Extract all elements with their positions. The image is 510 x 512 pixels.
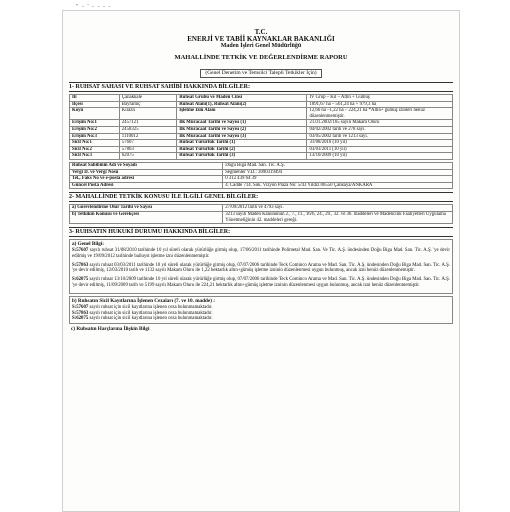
field-value: 13/10/2009 (10 yıl) bbox=[307, 153, 453, 160]
penalty-text: sayılı ruhsat için sicil kayıtlarına işlenen ceza bulunmamaktadır. bbox=[88, 310, 213, 316]
paragraph-text: sayılı ruhsat 03/03/2011 tarihinde 10 yıl süreli olarak yürürlüğe girmiş olup, 07/07/2006 tarihinde Teck Cominco Arama ve Mad. San. Tic. A.Ş. ündesinden Doğu Biga Mad. San. Tic. A.Ş. 'ye devir edilmiş, 12/03/2010 tarih ve 1132 sayılı Makam Oluru ile 1,22 hektarlık altın+gümüş işletme izninin düzenlenmesi uygun bulunmuş, ancak izni henüz düzenlenmemiştir. bbox=[72, 262, 450, 274]
field-label: İlk Müracaat Tarihi ve Sayısı (3) bbox=[177, 133, 307, 140]
report-title bbox=[63, 54, 459, 79]
field-value: 04/02/2002 tarih ve 278 sayı. bbox=[307, 126, 453, 133]
field-value: 03/05/2002 tarih ve 1213 sayı. bbox=[307, 133, 453, 140]
field-value: Çanakkale bbox=[119, 95, 176, 102]
license-paragraph bbox=[72, 277, 450, 289]
field-value: 03/03/2011 (10 yıl) bbox=[307, 146, 453, 153]
section-3-heading: 3- RUHSATIN HUKUKİ DURUMU HAKKINDA BİLGİLER: bbox=[69, 227, 453, 237]
table-row bbox=[70, 153, 453, 160]
table-row bbox=[70, 146, 453, 153]
field-value: 1110012 bbox=[119, 133, 176, 140]
section-1-heading: 1- RUHSAT SAHASI VE RUHSAT SAHİBİ HAKKINDA BİLGİLER: bbox=[69, 82, 453, 92]
penalties-box bbox=[69, 296, 453, 324]
header-line-1: T.C. bbox=[254, 28, 268, 36]
field-label: İşletme İzin Alanı bbox=[177, 108, 307, 120]
report-title-main: MAHALLİNDE TETKİK VE DEĞERLENDİRME RAPORU bbox=[174, 54, 348, 61]
field-value: 2457121 bbox=[119, 120, 176, 127]
table-row bbox=[70, 211, 453, 223]
license-info-table bbox=[69, 94, 453, 160]
table-row bbox=[70, 169, 453, 176]
table-row bbox=[70, 126, 453, 133]
field-value: Kirazlı bbox=[119, 108, 176, 120]
license-paragraph bbox=[72, 248, 450, 260]
field-label: İlçesi bbox=[70, 101, 120, 108]
field-label: a) Görevlendirme Olur Tarihi ve Sayısı bbox=[70, 205, 223, 212]
license-number: S:57607 bbox=[72, 304, 89, 310]
field-label: Sicil No:1 bbox=[70, 140, 120, 147]
document-page bbox=[62, 10, 460, 512]
field-label: Ruhsat Yürürlük Tarihi (2) bbox=[177, 146, 307, 153]
field-label: Ruhsat Grubu ve Maden Cinsi bbox=[177, 95, 307, 102]
table-row bbox=[70, 101, 453, 108]
field-label: İlk Müracaat Tarihi ve Sayısı (1) bbox=[177, 120, 307, 127]
paragraph-text: sayılı ruhsat 13/10/2009 tarihinde 10 yıl süreli olarak yürürlüğe girmiş olup, 07/07/2006 tarihinde Teck Cominco Arama ve Mad. San. Tic. A.Ş. ündesinden Doğu Biga Mad. San. Tic. A.Ş. 'ye devir edilmiş, 11/09/2009 tarih ve 5199 sayılı Makam Oluru ile 224,21 hektarlık altın+gümüş işletme izninin düzenlenmesi uygun bulunmuş, ancak izni henüz düzenlenmemiştir. bbox=[72, 277, 450, 289]
header-line-2: ENERJİ VE TABİİ KAYNAKLAR BAKANLIĞI bbox=[187, 35, 335, 43]
field-label: b) Tetkikin Konusu ve Gerekçesi bbox=[70, 211, 223, 223]
corner-mark: " - ' - - - - bbox=[76, 4, 112, 10]
field-value: 57863 bbox=[119, 146, 176, 153]
field-label: Sicil No:2 bbox=[70, 146, 120, 153]
field-value: 0 312 439 64 39 bbox=[223, 176, 453, 183]
field-label: Erişim No:1 bbox=[70, 120, 120, 127]
field-label: Ruhsat Alanı(1), Ruhsat Alanı(2) bbox=[177, 101, 307, 108]
field-value: 4. Cadde 714. Sok. Vizyon Plaza No: 5/43 Yıldız 06550 Çankaya/ANKARA bbox=[223, 182, 453, 189]
table-row bbox=[70, 95, 453, 102]
field-value: 27/09/2012 tarih ve 4793 sayı. bbox=[223, 205, 453, 212]
field-label: Ruhsat Sahibinin Adı ve Soyadı bbox=[70, 162, 223, 169]
field-label: İlk Müracaat Tarihi ve Sayısı (2) bbox=[177, 126, 307, 133]
field-value: 31/08/2010 (10 yıl) bbox=[307, 140, 453, 147]
table-row bbox=[70, 205, 453, 212]
report-title-sub: (Genel Denetim ve Temsilci Talepli Tetkikler İçin) bbox=[200, 69, 321, 78]
table-row bbox=[70, 182, 453, 189]
penalties-title: b) Ruhsatın Sicil Kayıtlarına İşlenen Cezaları (7. ve 10. madde) : bbox=[72, 297, 215, 304]
penalty-text: sayılı ruhsat için sicil kayıtlarına işlenen ceza bulunmamaktadır. bbox=[88, 304, 213, 310]
table-row bbox=[70, 133, 453, 140]
field-label: Tel., Faks No ve e-posta adresi bbox=[70, 176, 223, 183]
penalty-line bbox=[72, 316, 450, 322]
document-header bbox=[63, 29, 459, 50]
field-value: 57607 bbox=[119, 140, 176, 147]
field-value: 1891,67 ha – 561,24 ha + 979,3 ha bbox=[307, 101, 453, 108]
license-number: S:57607 bbox=[72, 248, 89, 254]
field-label: Güncel Posta Adresi bbox=[70, 182, 223, 189]
owner-info-table bbox=[69, 162, 453, 189]
table-row bbox=[70, 108, 453, 120]
field-value: 3213 sayılı Maden Kanununun 2., 7., 11., 16/6, 24., 29., 32. ve 36. maddeleri ve Madencilik Faaliyetleri Uygulama Yönetmeliğinin 42. maddeleri gereği. bbox=[223, 211, 453, 223]
license-number: S:62075 bbox=[72, 277, 89, 283]
field-value: IV Grup – Kil – Altın + Gümüş bbox=[307, 95, 453, 102]
field-label: İli bbox=[70, 95, 120, 102]
header-line-3: Maden İşleri Genel Müdürlüğü bbox=[220, 43, 302, 49]
field-label: Vergi D. ve Vergi Nosu bbox=[70, 169, 223, 176]
field-value: 21.01.2002/165 sayılı Makam Oluru bbox=[307, 120, 453, 127]
field-label: Sicil No:3 bbox=[70, 153, 120, 160]
field-value: Bayramiç bbox=[119, 101, 176, 108]
field-label: Köyü bbox=[70, 108, 120, 120]
section-2-heading: 2- MAHALLİNDE TETKİK KONUSU İLE İLGİLİ GENEL BİLGİLER: bbox=[69, 192, 453, 202]
paragraph-text: sayılı ruhsat 31/08/2010 tarihinde 10 yıl süreli olarak yürürlüğe girmiş olup, 17/06/2011 tarihinde Polimetal Mad. San. Ve Tic. A.Ş. ündesinden Doğu Biga Mad. San. Tic. A.Ş. 'ye devir edilmiş ve 19/09/2012 tarihinde bailuyst işletme izni düzenlenmemiştir. bbox=[72, 248, 450, 259]
table-row bbox=[70, 120, 453, 127]
field-value: Doğu Biga Mad. San. Tic. A.Ş. bbox=[223, 162, 453, 169]
table-row bbox=[70, 176, 453, 183]
table-row bbox=[70, 140, 453, 147]
fees-title: c) Ruhsatın Harçlarına İlişkin Bilgi bbox=[71, 326, 150, 333]
field-value: Seğmenler V.D.: 3090319494 bbox=[223, 169, 453, 176]
penalty-text: sayılı ruhsat için sicil kayıtlarına işlenen ceza bulunmamaktadır. bbox=[88, 316, 213, 322]
field-value: 62075 bbox=[119, 153, 176, 160]
field-label: Erişim No:2 bbox=[70, 126, 120, 133]
field-label: Ruhsat Yürürlük Tarihi (1) bbox=[177, 140, 307, 147]
field-value: 12,66 ha –1,22 ha – 224,21 ha *Altın+ gümüş izinleri henüz düzenlenmemiştir. bbox=[307, 108, 453, 120]
field-label: Erişim No:3 bbox=[70, 133, 120, 140]
field-label: Ruhsat Yürürlük Tarihi (3) bbox=[177, 153, 307, 160]
license-number: S:57863 bbox=[72, 262, 89, 268]
field-value: 2458325 bbox=[119, 126, 176, 133]
license-number: S:57863 bbox=[72, 310, 89, 316]
inspection-info-table bbox=[69, 204, 453, 224]
license-number: S:62075 bbox=[72, 316, 89, 322]
table-row bbox=[70, 162, 453, 169]
license-paragraph bbox=[72, 263, 450, 275]
general-info-title: a) Genel Bilgi: bbox=[72, 241, 104, 248]
general-info-box bbox=[69, 239, 453, 294]
